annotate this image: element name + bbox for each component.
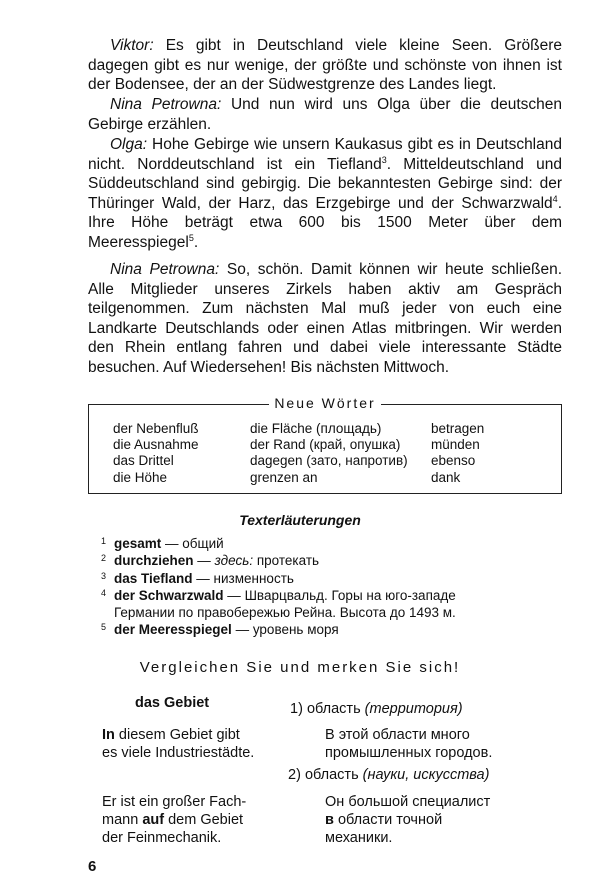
note-item: 3 das Tiefland — низменность [101, 570, 294, 586]
vocab-word: die Ausnahme [113, 437, 199, 453]
compare-sense-1: 1) область (территория) [290, 701, 463, 717]
note-item: 1 gesamt — общий [101, 536, 224, 551]
dialogue-viktor [88, 36, 562, 95]
notes-list [101, 535, 456, 639]
compare-example-2-de: Er ist ein großer Fach- mann auf dem Gebiet der Feinmechanik. [102, 794, 247, 846]
compare-sense-2: 2) область (науки, искусства) [288, 767, 490, 783]
compare-example-2-ru: Он большой специалист в области точной механики. [325, 794, 491, 846]
dialogue-text: Und nun wird uns Olga über die deutschen Gebirge erzählen. [88, 96, 563, 133]
page-number: 6 [88, 858, 97, 875]
compare-example-1-ru: В этой области много промышленных городов. [325, 727, 493, 761]
dialogue-text: . [193, 233, 199, 251]
dialogue-olga [88, 135, 562, 253]
note-item: 4 der Schwarzwald — Шварцвальд. Горы на юго-западе Германии по правобережью Рейна. Высота до 1493 м. [101, 587, 456, 621]
speaker-label: Nina Petrowna: [110, 261, 220, 278]
dialogue-text: . Mitteldeutschland und Süddeutschland sind gebirgig. Die bekanntesten Gebirge sind: der Thüringer Wald, der Harz, das Erzgebirge und der Schwarzwald [88, 155, 563, 212]
speaker-label: Olga: [110, 136, 148, 153]
dialogue-text: . Ihre Höhe beträgt etwa 600 bis 1500 Meter über dem Meeresspiegel [88, 194, 562, 251]
footnote-ref: 4 [552, 193, 558, 204]
speaker-label: Viktor: [110, 37, 154, 54]
dialogue-text: Es gibt in Deutschland viele kleine Seen. Größere dagegen gibt es nur wenige, der größte und schönste von ihnen ist der Bodensee, der an der Südwestgrenze des Landes liegt. [88, 37, 562, 94]
notes-title: Texterläuterungen [239, 512, 361, 528]
vocab-word: dank [431, 469, 461, 485]
vocab-word: betragen [431, 421, 485, 436]
dialogue-text: So, schön. Damit können wir heute schließen. Alle Mitglieder unseres Zirkels haben aktiv am Gespräch teilgenommen. Zum nächsten Mal muß jeder von euch eine Landkarte Deutschlands oder einen Atlas mitbringen. Wir werden den Rhein entlang fahren und dabei viele interessante Städte besuchen. Auf Wiedersehen! Bis nächsten Mittwoch. [88, 261, 562, 376]
vocab-column-3 [431, 421, 484, 486]
vocab-word: ebenso [431, 453, 476, 469]
vocabulary-box [88, 395, 562, 494]
vocab-word: der Nebenfluß [113, 421, 199, 436]
vocab-column-2 [250, 421, 408, 486]
speaker-label: Nina Petrowna: [110, 96, 222, 113]
vocabulary-title: Neue Wörter [89, 395, 561, 413]
compare-headword: das Gebiet [135, 695, 210, 711]
vocab-word: münden [431, 437, 480, 453]
note-item: 5 der Meeresspiegel — уровень моря [101, 622, 339, 638]
vocab-word: dagegen (зато, напротив) [250, 453, 408, 469]
vocab-column-1 [113, 421, 199, 486]
vocab-word: das Drittel [113, 453, 174, 469]
dialogue-text: Hohe Gebirge wie unsern Kaukasus gibt es in Deutschland nicht. Norddeutschland ist ein Tiefland [88, 136, 562, 173]
note-item: 2 durchziehen — здесь: протекать [101, 553, 320, 569]
vocab-word: die Höhe [113, 469, 168, 485]
vocab-word: der Rand (край, опушка) [250, 437, 401, 453]
compare-title: Vergleichen Sie und merken Sie sich! [139, 659, 461, 676]
footnote-ref: 5 [188, 232, 194, 243]
dialogue-nina-1 [88, 95, 562, 134]
compare-example-1-de: In diesem Gebiet gibt es viele Industriestädte. [102, 727, 255, 761]
footnote-ref: 3 [381, 154, 387, 165]
vocab-word: die Fläche (площадь) [250, 421, 382, 436]
dialogue-nina-2 [88, 260, 562, 378]
vocab-word: grenzen an [250, 469, 318, 485]
